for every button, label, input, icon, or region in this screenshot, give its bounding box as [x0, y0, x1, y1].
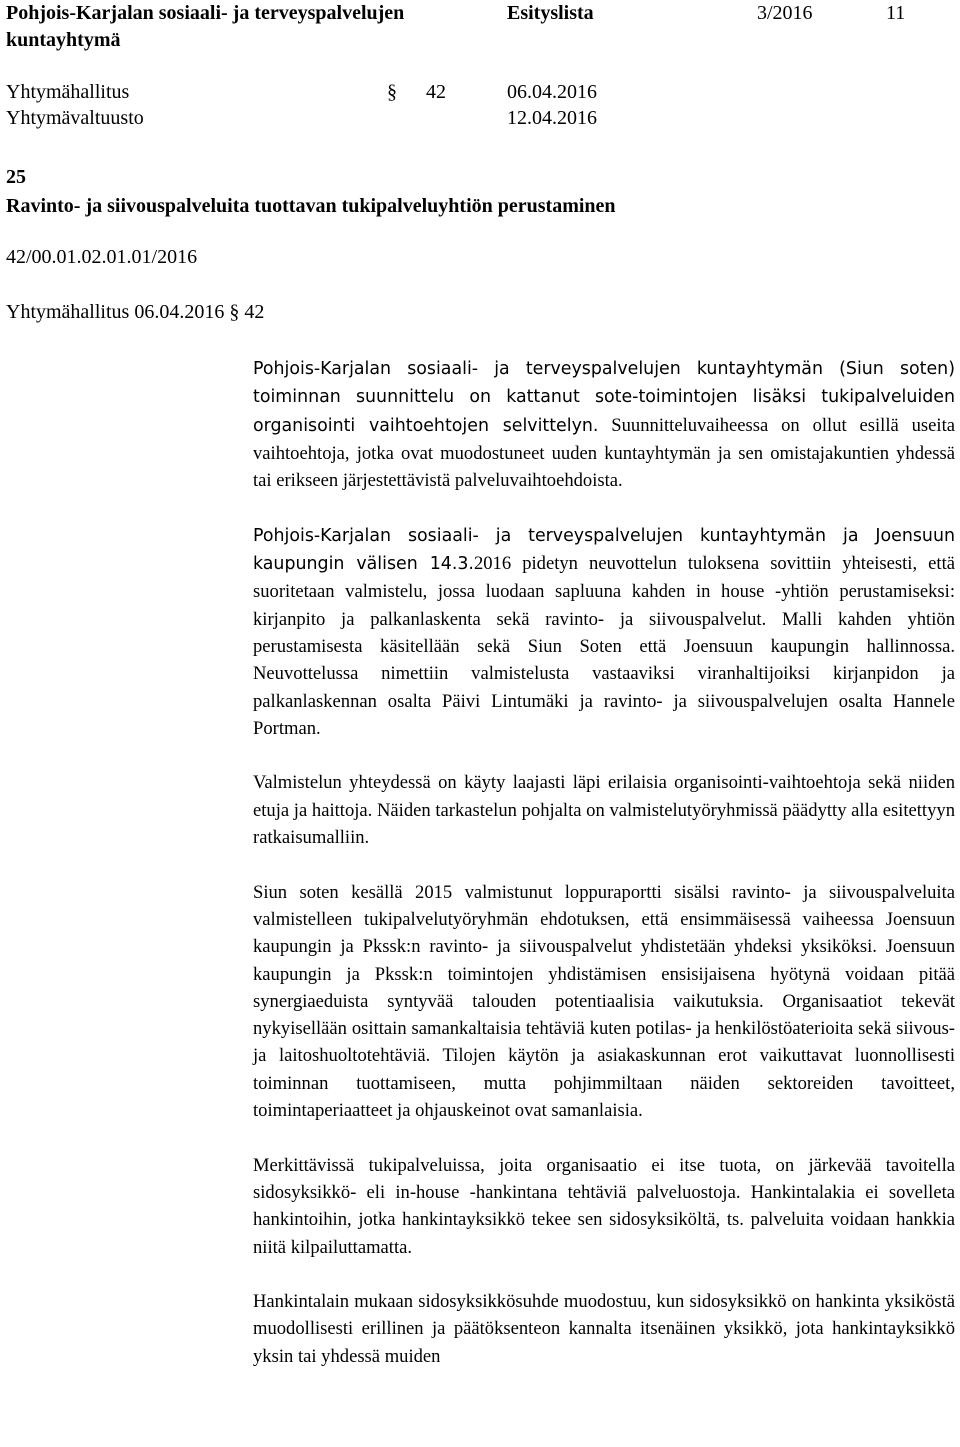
paragraph-1	[253, 355, 955, 494]
reference-number: 42	[244, 301, 265, 323]
body-text	[253, 355, 955, 1397]
reference-prefix: Yhtymähallitus 06.04.2016	[6, 301, 225, 323]
paragraph-1-part-b: Suunnitteluvaiheessa on ollut esillä useita vaihtoehtoja, jotka ovat muodostuneet uuden kuntayhtymän ja sen omistajakuntien yhdessä tai erikseen järjestettävistä palveluvaihtoehdoista.	[253, 414, 955, 492]
section-reference	[6, 301, 264, 324]
meeting-date-1: 06.04.2016	[507, 81, 597, 103]
meeting-body-1: Yhtymähallitus	[6, 81, 130, 103]
header-page-number: 11	[886, 2, 906, 24]
section-code: 42/00.01.02.01.01/2016	[6, 246, 198, 268]
meeting-number-1: 42	[426, 81, 446, 103]
paragraph-2-part-a: Pohjois-Karjalan sosiaali- ja terveyspalvelujen kuntayhtymän ja Joensuun kaupungin välisen 14.3.	[253, 525, 955, 575]
paragraph-2	[253, 522, 955, 742]
paragraph-6: Hankintalain mukaan sidosyksikkösuhde muodostuu, kun sidosyksikkö on hankinta yksiköstä muodollisesti erillinen ja päätöksenteon kannalta itsenäinen yksikkö, jota hankintayksikkö yksin tai yhdessä muiden	[253, 1291, 955, 1367]
header-document-type: Esityslista	[507, 2, 594, 24]
header-issue: 3/2016	[757, 2, 813, 24]
meeting-body-2: Yhtymävaltuusto	[6, 107, 144, 129]
paragraph-3: Valmistelun yhteydessä on käyty laajasti läpi erilaisia organisointi-vaihtoehtoja sekä niiden etuja ja haittoja. Näiden tarkastelun pohjalta on valmistelutyöryhmissä päädytty alla esitettyyn ratkaisumalliin.	[253, 772, 955, 849]
header-organization: Pohjois-Karjalan sosiaali- ja terveyspalvelujen kuntayhtymä	[6, 2, 405, 51]
paragraph-4: Siun soten kesällä 2015 valmistunut loppuraportti sisälsi ravinto- ja siivouspalveluita valmistelleen tukipalvelutyöryhmän ehdotuksen, että ensimmäisessä vaiheessa Joensuun kaupungin ja Pkssk:n ravinto- ja siivouspalvelut yhdistetään yhdeksi yksiköksi. Joensuun kaupungin ja Pkssk:n toimintojen yhdistämisen ensisijaisena hyötynä voidaan pitää synergiaeduista syntyvää talouden potentiaalisia vaikutuksia. Organisaatiot tekevät nykyisellään osittain samankaltaisia tehtäviä kuten potilas- ja henkilöstöaterioita sekä siivous- ja laitoshuoltotehtäviä. Tilojen käytön ja asiakaskunnan erot vaikuttavat luonnollisesti toiminnan tuottamiseen, mutta pohjimmiltaan näiden sektoreiden tavoitteet, toimintaperiaatteet ja ohjauskeinot ovat samanlaisia.	[253, 881, 955, 1122]
section-sign-1: §	[387, 81, 397, 103]
meeting-date-2: 12.04.2016	[507, 107, 597, 129]
section-title: Ravinto- ja siivouspalveluita tuottavan tukipalveluyhtiön perustaminen	[6, 195, 616, 217]
paragraph-2-part-b: 2016 pidetyn neuvottelun tuloksena sovittiin yhteisesti, että suoritetaan valmistelu, jossa luodaan sapluuna kahden in house -yhtiön perustamiseksi: kirjanpito ja palkanlaskenta sekä ravinto- ja siivouspalvelut. Malli kahden yhtiön perustamisesta käsitellään sekä Siun Soten että Joensuun kaupungin hallinnossa. Neuvottelussa nimettiin valmistelusta vastaaviksi viranhaltijoiksi kirjanpidon ja palkanlaskennan osalta Päivi Lintumäki ja ravinto- ja siivouspalvelujen osalta Hannele Portman.	[253, 553, 955, 739]
reference-section-sign: §	[229, 301, 240, 323]
paragraph-5: Merkittävissä tukipalveluissa, joita organisaatio ei itse tuota, on järkevää tavoitella sidosyksikkö- eli in-house -hankintana tehtäviä palveluostoja. Hankintalakia ei sovelleta hankintoihin, jotka hankintayksikkö tekee sen sidosyksiköltä, ts. palveluita voidaan hankkia niitä kilpailuttamatta.	[253, 1154, 955, 1258]
section-number: 25	[6, 166, 26, 188]
paragraph-1-part-a: Pohjois-Karjalan sosiaali- ja terveyspalvelujen kuntayhtymän (Siun soten) toiminnan suunnittelu on kattanut sote-toimintojen lisäksi tukipalveluiden organisointi vaihtoehtojen selvittelyn.	[253, 359, 955, 436]
